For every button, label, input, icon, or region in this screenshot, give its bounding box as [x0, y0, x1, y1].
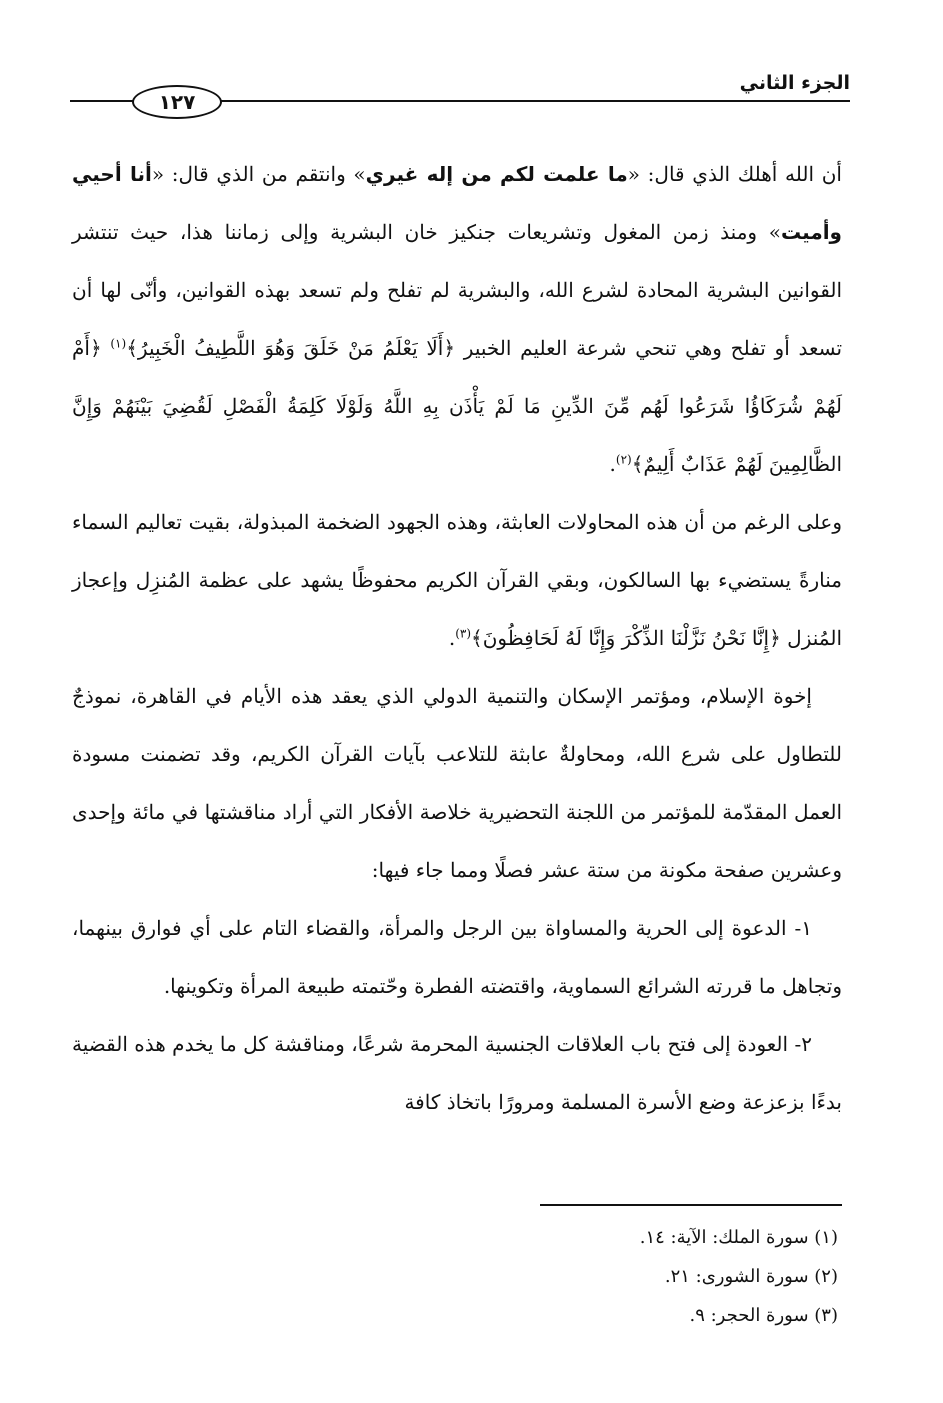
p1-end: .	[609, 452, 616, 476]
page-number: ١٢٧	[132, 85, 222, 119]
p2-end: .	[448, 626, 456, 650]
quran-verse-1: ﴿أَلَا يَعْلَمُ مَنْ خَلَقَ وَهُوَ اللَّطِيفُ الْخَبِيرُ﴾	[126, 336, 456, 360]
running-title: الجزء الثاني	[739, 72, 850, 94]
paragraph-3: إخوة الإسلام، ومؤتمر الإسكان والتنمية الدولي الذي يعقد هذه الأيام في القاهرة، نموذجٌ للتطاول على شرع الله، ومحاولةٌ عابثة للتلاعب بآيات القرآن الكريم، وقد تضمنت مسودة العمل المقدّمة للمؤتمر من اللجنة التحضيرية خلاصة الأفكار التي أراد مناقشتها في مائة وإحدى وعشرين صفحة مكونة من ستة عشر فصلًا ومما جاء فيها:	[72, 684, 842, 882]
footnote-ref-1: (١)	[110, 336, 127, 351]
list-item-1: ١- الدعوة إلى الحرية والمساواة بين الرجل والمرأة، والقضاء التام على أي فوارق بينهما، وتجاهل ما قررته الشرائع السماوية، واقتضته الفطرة وحّتمته طبيعة المرأة وتكوينها.	[72, 916, 842, 998]
quote-bold-2: أنا أحيي وأميت	[72, 162, 842, 244]
footnotes	[400, 1218, 838, 1335]
p1-text-e: » ومنذ زمن المغول وتشريعات جنكيز خان البشرية وإلى زماننا هذا، حيث تنتشر القوانين البشرية المحادة لشرع الله، والبشرية لم تفلح ولم تسعد بهذه القوانين، وأنّى لها أن تسعد أو تفلح وهي تنحي شرعة العليم الخبير	[72, 220, 843, 360]
paragraph-2	[72, 493, 842, 667]
quran-verse-3: ﴿إِنَّا نَحْنُ نَزَّلْنَا الذِّكْرَ وَإِنَّا لَهُ لَحَافِظُونَ﴾	[471, 626, 781, 650]
footnote-ref-2: (٢)	[615, 452, 632, 467]
footnote-ref-3: (٣)	[455, 626, 472, 641]
quran-verse-2: ﴿أَمْ لَهُمْ شُرَكَاؤُا شَرَعُوا لَهُم مِّنَ الدِّينِ مَا لَمْ يَأْذَن بِهِ اللَّهُ وَلَوْلَا كَلِمَةُ الْفَصْلِ لَقُضِيَ بَيْنَهُمْ وَإِنَّ الظَّالِمِينَ لَهُمْ عَذَابٌ أَلِيمٌ﴾	[72, 336, 842, 476]
footnote-rule	[540, 1204, 842, 1206]
p1-text-c: » وانتقم من الذي قال: «	[151, 162, 366, 186]
list-item-2: ٢- العودة إلى فتح باب العلاقات الجنسية المحرمة شرعًا، ومناقشة كل ما يخدم هذه القضية بدءًا بزعزعة وضع الأسرة المسلمة ومرورًا باتخاذ كافة	[72, 1032, 842, 1114]
quote-bold-1: ما علمت لكم من إله غيري	[365, 162, 628, 186]
footnote-3: (٣) سورة الحجر: ٩.	[689, 1305, 838, 1326]
p2-text-a: وعلى الرغم من أن هذه المحاولات العابثة، وهذه الجهود الضخمة المبذولة، بقيت تعاليم السماء منارةً يستضيء بها السالكون، وبقي القرآن الكريم محفوظًا يشهد على عظمة المُنزِل وإعجاز المُنزل	[72, 510, 842, 650]
footnote-2: (٢) سورة الشورى: ٢١.	[664, 1266, 838, 1287]
page-header	[70, 58, 850, 128]
paragraph-1	[72, 145, 842, 493]
p1-text-a: أن الله أهلك الذي قال: «	[627, 162, 842, 186]
main-text	[72, 145, 842, 1131]
footnote-1: (١) سورة الملك: الآية: ١٤.	[639, 1227, 838, 1248]
